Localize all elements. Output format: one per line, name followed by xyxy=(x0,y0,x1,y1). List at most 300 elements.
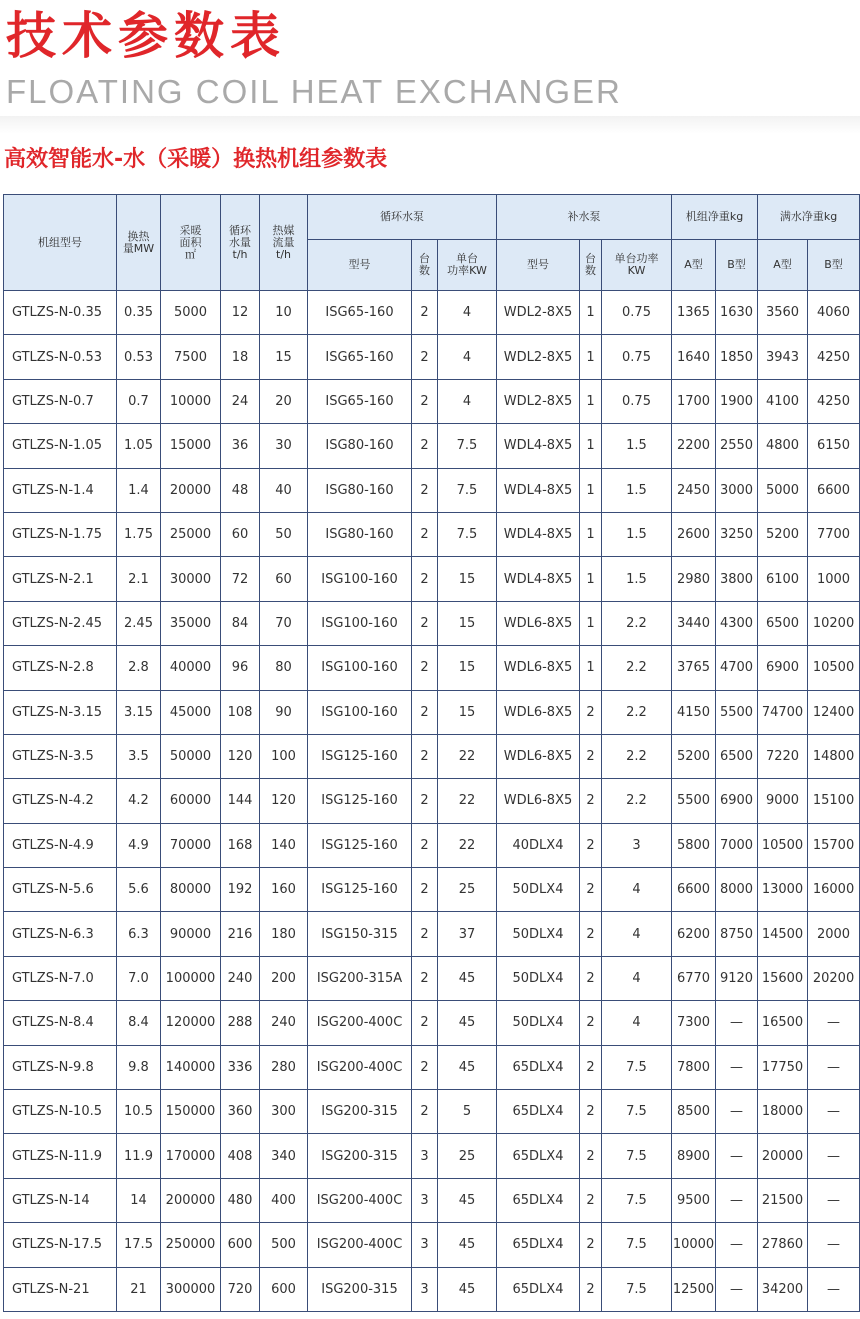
cell-pump-model: ISG80-160 xyxy=(308,424,412,468)
spec-table-body xyxy=(4,291,860,1312)
cell-makeup-model: 50DLX4 xyxy=(497,868,580,912)
cell-circ-flow: 108 xyxy=(221,690,260,734)
cell-net-weight-a: 6770 xyxy=(672,956,716,1000)
cell-full-weight-b: 6150 xyxy=(808,424,860,468)
cell-pump-power: 45 xyxy=(438,1001,497,1045)
cell-media-flow: 60 xyxy=(260,557,308,601)
cell-net-weight-a: 4150 xyxy=(672,690,716,734)
cell-pump-model: ISG80-160 xyxy=(308,468,412,512)
cell-capacity: 3.5 xyxy=(117,734,161,778)
cell-capacity: 11.9 xyxy=(117,1134,161,1178)
cell-net-weight-b: 3800 xyxy=(716,557,758,601)
cell-pump-model: ISG100-160 xyxy=(308,557,412,601)
table-row xyxy=(4,1001,860,1045)
table-row xyxy=(4,912,860,956)
cell-makeup-power: 7.5 xyxy=(602,1267,672,1311)
cell-makeup-power: 0.75 xyxy=(602,335,672,379)
cell-heating-area: 45000 xyxy=(161,690,221,734)
cell-circ-flow: 216 xyxy=(221,912,260,956)
table-title: 高效智能水-水（采暖）换热机组参数表 xyxy=(4,147,388,172)
cell-makeup-model: 50DLX4 xyxy=(497,1001,580,1045)
cell-full-weight-b: — xyxy=(808,1090,860,1134)
cell-capacity: 1.4 xyxy=(117,468,161,512)
cell-model: GTLZS-N-7.0 xyxy=(4,956,117,1000)
cell-model: GTLZS-N-2.8 xyxy=(4,646,117,690)
cell-full-weight-b: — xyxy=(808,1223,860,1267)
cell-pump-model: ISG125-160 xyxy=(308,868,412,912)
table-row xyxy=(4,601,860,645)
cell-media-flow: 280 xyxy=(260,1045,308,1089)
cell-makeup-qty: 2 xyxy=(580,1267,602,1311)
cell-full-weight-a: 4100 xyxy=(758,379,808,423)
cell-pump-qty: 2 xyxy=(412,557,438,601)
cell-media-flow: 160 xyxy=(260,868,308,912)
cell-pump-power: 15 xyxy=(438,601,497,645)
cell-circ-flow: 408 xyxy=(221,1134,260,1178)
cell-net-weight-a: 6200 xyxy=(672,912,716,956)
cell-pump-model: ISG125-160 xyxy=(308,734,412,778)
table-row xyxy=(4,646,860,690)
cell-makeup-qty: 2 xyxy=(580,1090,602,1134)
cell-full-weight-a: 15600 xyxy=(758,956,808,1000)
cell-media-flow: 50 xyxy=(260,512,308,556)
cell-full-weight-a: 18000 xyxy=(758,1090,808,1134)
cell-capacity: 5.6 xyxy=(117,868,161,912)
cell-capacity: 10.5 xyxy=(117,1090,161,1134)
cell-full-weight-b: 16000 xyxy=(808,868,860,912)
page-subtitle-english: FLOATING COIL HEAT EXCHANGER xyxy=(6,73,622,110)
cell-makeup-power: 1.5 xyxy=(602,557,672,601)
cell-pump-power: 7.5 xyxy=(438,512,497,556)
cell-full-weight-a: 3943 xyxy=(758,335,808,379)
cell-net-weight-a: 2200 xyxy=(672,424,716,468)
header-makeup-pump: 补水泵 xyxy=(497,195,672,240)
cell-full-weight-b: — xyxy=(808,1134,860,1178)
cell-capacity: 0.53 xyxy=(117,335,161,379)
cell-makeup-power: 7.5 xyxy=(602,1178,672,1222)
cell-net-weight-b: 1850 xyxy=(716,335,758,379)
cell-makeup-power: 0.75 xyxy=(602,291,672,335)
table-row xyxy=(4,1090,860,1134)
cell-media-flow: 300 xyxy=(260,1090,308,1134)
table-row xyxy=(4,690,860,734)
table-row xyxy=(4,557,860,601)
header-pump-power: 单台 功率KW xyxy=(438,240,497,291)
cell-circ-flow: 480 xyxy=(221,1178,260,1222)
table-row xyxy=(4,1223,860,1267)
cell-media-flow: 70 xyxy=(260,601,308,645)
cell-makeup-power: 2.2 xyxy=(602,779,672,823)
cell-heating-area: 60000 xyxy=(161,779,221,823)
cell-net-weight-a: 5800 xyxy=(672,823,716,867)
cell-model: GTLZS-N-2.45 xyxy=(4,601,117,645)
cell-media-flow: 120 xyxy=(260,779,308,823)
table-row xyxy=(4,379,860,423)
cell-makeup-power: 7.5 xyxy=(602,1223,672,1267)
header-media-flow: 热媒 流量 t/h xyxy=(260,195,308,291)
cell-heating-area: 170000 xyxy=(161,1134,221,1178)
cell-pump-power: 15 xyxy=(438,646,497,690)
cell-makeup-qty: 2 xyxy=(580,1045,602,1089)
cell-makeup-qty: 1 xyxy=(580,379,602,423)
cell-net-weight-a: 5200 xyxy=(672,734,716,778)
cell-net-weight-a: 1365 xyxy=(672,291,716,335)
cell-circ-flow: 84 xyxy=(221,601,260,645)
header-model: 机组型号 xyxy=(4,195,117,291)
cell-pump-qty: 3 xyxy=(412,1267,438,1311)
cell-capacity: 6.3 xyxy=(117,912,161,956)
cell-full-weight-b: 20200 xyxy=(808,956,860,1000)
cell-model: GTLZS-N-0.35 xyxy=(4,291,117,335)
cell-model: GTLZS-N-11.9 xyxy=(4,1134,117,1178)
header-net-type-b: B型 xyxy=(716,240,758,291)
cell-media-flow: 15 xyxy=(260,335,308,379)
cell-pump-model: ISG125-160 xyxy=(308,823,412,867)
cell-full-weight-a: 3560 xyxy=(758,291,808,335)
divider-band xyxy=(0,116,860,134)
table-row xyxy=(4,779,860,823)
cell-pump-model: ISG200-315 xyxy=(308,1267,412,1311)
cell-pump-model: ISG65-160 xyxy=(308,335,412,379)
cell-pump-model: ISG150-315 xyxy=(308,912,412,956)
cell-makeup-power: 4 xyxy=(602,868,672,912)
cell-pump-model: ISG125-160 xyxy=(308,779,412,823)
cell-net-weight-a: 6600 xyxy=(672,868,716,912)
cell-net-weight-b: — xyxy=(716,1178,758,1222)
cell-model: GTLZS-N-21 xyxy=(4,1267,117,1311)
header-makeup-model: 型号 xyxy=(497,240,580,291)
cell-net-weight-a: 2980 xyxy=(672,557,716,601)
cell-pump-qty: 3 xyxy=(412,1223,438,1267)
cell-makeup-power: 1.5 xyxy=(602,424,672,468)
cell-heating-area: 100000 xyxy=(161,956,221,1000)
cell-capacity: 14 xyxy=(117,1178,161,1222)
cell-capacity: 9.8 xyxy=(117,1045,161,1089)
cell-heating-area: 200000 xyxy=(161,1178,221,1222)
header-full-weight: 满水净重kg xyxy=(758,195,860,240)
cell-net-weight-b: — xyxy=(716,1134,758,1178)
cell-net-weight-a: 12500 xyxy=(672,1267,716,1311)
cell-pump-qty: 2 xyxy=(412,335,438,379)
cell-full-weight-b: — xyxy=(808,1267,860,1311)
cell-pump-qty: 2 xyxy=(412,291,438,335)
cell-full-weight-b: 4060 xyxy=(808,291,860,335)
cell-media-flow: 90 xyxy=(260,690,308,734)
cell-capacity: 1.75 xyxy=(117,512,161,556)
cell-makeup-power: 7.5 xyxy=(602,1090,672,1134)
cell-full-weight-a: 16500 xyxy=(758,1001,808,1045)
cell-pump-model: ISG200-400C xyxy=(308,1045,412,1089)
cell-capacity: 3.15 xyxy=(117,690,161,734)
cell-media-flow: 30 xyxy=(260,424,308,468)
cell-media-flow: 10 xyxy=(260,291,308,335)
cell-pump-power: 25 xyxy=(438,1134,497,1178)
cell-pump-model: ISG200-315 xyxy=(308,1090,412,1134)
cell-model: GTLZS-N-3.15 xyxy=(4,690,117,734)
cell-full-weight-b: 4250 xyxy=(808,335,860,379)
cell-makeup-qty: 2 xyxy=(580,823,602,867)
cell-circ-flow: 96 xyxy=(221,646,260,690)
cell-full-weight-b: 2000 xyxy=(808,912,860,956)
cell-makeup-qty: 2 xyxy=(580,956,602,1000)
cell-makeup-model: WDL6-8X5 xyxy=(497,690,580,734)
cell-makeup-qty: 2 xyxy=(580,1223,602,1267)
cell-makeup-model: 65DLX4 xyxy=(497,1267,580,1311)
cell-full-weight-b: 15700 xyxy=(808,823,860,867)
table-row xyxy=(4,424,860,468)
cell-full-weight-b: — xyxy=(808,1045,860,1089)
cell-heating-area: 140000 xyxy=(161,1045,221,1089)
cell-pump-qty: 2 xyxy=(412,690,438,734)
header-makeup-power: 单台功率 KW xyxy=(602,240,672,291)
cell-full-weight-a: 4800 xyxy=(758,424,808,468)
cell-makeup-model: WDL6-8X5 xyxy=(497,646,580,690)
cell-makeup-power: 2.2 xyxy=(602,734,672,778)
cell-makeup-qty: 2 xyxy=(580,1178,602,1222)
cell-net-weight-b: — xyxy=(716,1001,758,1045)
cell-net-weight-b: 3000 xyxy=(716,468,758,512)
cell-media-flow: 600 xyxy=(260,1267,308,1311)
cell-pump-power: 4 xyxy=(438,335,497,379)
cell-makeup-model: 65DLX4 xyxy=(497,1134,580,1178)
cell-pump-model: ISG200-400C xyxy=(308,1001,412,1045)
cell-net-weight-b: 6900 xyxy=(716,779,758,823)
cell-heating-area: 7500 xyxy=(161,335,221,379)
cell-pump-qty: 2 xyxy=(412,868,438,912)
cell-circ-flow: 72 xyxy=(221,557,260,601)
cell-makeup-model: 65DLX4 xyxy=(497,1045,580,1089)
cell-circ-flow: 288 xyxy=(221,1001,260,1045)
cell-pump-qty: 2 xyxy=(412,912,438,956)
cell-circ-flow: 18 xyxy=(221,335,260,379)
cell-full-weight-a: 20000 xyxy=(758,1134,808,1178)
cell-net-weight-a: 7300 xyxy=(672,1001,716,1045)
cell-full-weight-a: 7220 xyxy=(758,734,808,778)
cell-capacity: 7.0 xyxy=(117,956,161,1000)
cell-makeup-model: 65DLX4 xyxy=(497,1090,580,1134)
cell-pump-model: ISG65-160 xyxy=(308,291,412,335)
cell-capacity: 1.05 xyxy=(117,424,161,468)
header-full-type-a: A型 xyxy=(758,240,808,291)
cell-full-weight-a: 74700 xyxy=(758,690,808,734)
cell-circ-flow: 168 xyxy=(221,823,260,867)
cell-makeup-model: WDL6-8X5 xyxy=(497,734,580,778)
cell-makeup-power: 2.2 xyxy=(602,646,672,690)
header-net-weight: 机组净重kg xyxy=(672,195,758,240)
header-circulation-pump: 循环水泵 xyxy=(308,195,497,240)
cell-pump-power: 45 xyxy=(438,1267,497,1311)
cell-net-weight-a: 3765 xyxy=(672,646,716,690)
cell-full-weight-a: 5200 xyxy=(758,512,808,556)
cell-makeup-qty: 1 xyxy=(580,424,602,468)
cell-makeup-model: WDL4-8X5 xyxy=(497,424,580,468)
cell-model: GTLZS-N-1.75 xyxy=(4,512,117,556)
cell-makeup-qty: 1 xyxy=(580,557,602,601)
cell-pump-power: 45 xyxy=(438,956,497,1000)
cell-net-weight-b: 4300 xyxy=(716,601,758,645)
cell-net-weight-b: — xyxy=(716,1045,758,1089)
cell-net-weight-b: — xyxy=(716,1267,758,1311)
cell-net-weight-b: 2550 xyxy=(716,424,758,468)
cell-full-weight-a: 14500 xyxy=(758,912,808,956)
cell-pump-qty: 2 xyxy=(412,601,438,645)
cell-makeup-model: WDL2-8X5 xyxy=(497,335,580,379)
cell-media-flow: 200 xyxy=(260,956,308,1000)
cell-net-weight-a: 3440 xyxy=(672,601,716,645)
cell-net-weight-b: 4700 xyxy=(716,646,758,690)
cell-makeup-model: WDL6-8X5 xyxy=(497,779,580,823)
table-row xyxy=(4,1267,860,1311)
cell-media-flow: 400 xyxy=(260,1178,308,1222)
cell-media-flow: 40 xyxy=(260,468,308,512)
cell-model: GTLZS-N-17.5 xyxy=(4,1223,117,1267)
cell-pump-qty: 2 xyxy=(412,379,438,423)
cell-net-weight-a: 1640 xyxy=(672,335,716,379)
cell-capacity: 4.2 xyxy=(117,779,161,823)
cell-model: GTLZS-N-4.9 xyxy=(4,823,117,867)
cell-model: GTLZS-N-3.5 xyxy=(4,734,117,778)
cell-makeup-qty: 1 xyxy=(580,601,602,645)
cell-net-weight-a: 10000 xyxy=(672,1223,716,1267)
cell-net-weight-a: 8900 xyxy=(672,1134,716,1178)
cell-model: GTLZS-N-14 xyxy=(4,1178,117,1222)
cell-heating-area: 25000 xyxy=(161,512,221,556)
cell-full-weight-a: 17750 xyxy=(758,1045,808,1089)
cell-pump-qty: 3 xyxy=(412,1178,438,1222)
cell-makeup-power: 4 xyxy=(602,912,672,956)
cell-circ-flow: 600 xyxy=(221,1223,260,1267)
cell-net-weight-b: — xyxy=(716,1223,758,1267)
cell-model: GTLZS-N-4.2 xyxy=(4,779,117,823)
cell-heating-area: 35000 xyxy=(161,601,221,645)
cell-full-weight-b: 6600 xyxy=(808,468,860,512)
cell-makeup-qty: 1 xyxy=(580,291,602,335)
cell-capacity: 21 xyxy=(117,1267,161,1311)
cell-makeup-model: 50DLX4 xyxy=(497,956,580,1000)
cell-makeup-qty: 2 xyxy=(580,1001,602,1045)
cell-heating-area: 15000 xyxy=(161,424,221,468)
spec-table xyxy=(3,194,860,1312)
cell-pump-power: 4 xyxy=(438,291,497,335)
cell-circ-flow: 336 xyxy=(221,1045,260,1089)
table-row xyxy=(4,868,860,912)
cell-pump-model: ISG200-315A xyxy=(308,956,412,1000)
cell-pump-power: 22 xyxy=(438,823,497,867)
cell-net-weight-b: 7000 xyxy=(716,823,758,867)
cell-makeup-power: 4 xyxy=(602,1001,672,1045)
cell-makeup-model: WDL4-8X5 xyxy=(497,468,580,512)
cell-makeup-qty: 2 xyxy=(580,868,602,912)
cell-circ-flow: 360 xyxy=(221,1090,260,1134)
cell-capacity: 17.5 xyxy=(117,1223,161,1267)
cell-pump-qty: 2 xyxy=(412,779,438,823)
cell-capacity: 2.45 xyxy=(117,601,161,645)
cell-pump-qty: 2 xyxy=(412,823,438,867)
cell-capacity: 8.4 xyxy=(117,1001,161,1045)
cell-model: GTLZS-N-8.4 xyxy=(4,1001,117,1045)
cell-model: GTLZS-N-9.8 xyxy=(4,1045,117,1089)
cell-pump-qty: 2 xyxy=(412,424,438,468)
cell-pump-power: 5 xyxy=(438,1090,497,1134)
cell-full-weight-b: 10500 xyxy=(808,646,860,690)
cell-makeup-qty: 1 xyxy=(580,335,602,379)
cell-media-flow: 20 xyxy=(260,379,308,423)
cell-heating-area: 90000 xyxy=(161,912,221,956)
cell-heating-area: 80000 xyxy=(161,868,221,912)
cell-net-weight-b: — xyxy=(716,1090,758,1134)
cell-pump-model: ISG100-160 xyxy=(308,690,412,734)
cell-circ-flow: 192 xyxy=(221,868,260,912)
cell-net-weight-b: 9120 xyxy=(716,956,758,1000)
cell-heating-area: 120000 xyxy=(161,1001,221,1045)
cell-pump-model: ISG100-160 xyxy=(308,601,412,645)
cell-pump-qty: 2 xyxy=(412,1090,438,1134)
cell-model: GTLZS-N-0.53 xyxy=(4,335,117,379)
cell-heating-area: 150000 xyxy=(161,1090,221,1134)
cell-makeup-power: 1.5 xyxy=(602,512,672,556)
cell-makeup-model: WDL2-8X5 xyxy=(497,379,580,423)
cell-makeup-power: 2.2 xyxy=(602,601,672,645)
cell-model: GTLZS-N-10.5 xyxy=(4,1090,117,1134)
cell-heating-area: 300000 xyxy=(161,1267,221,1311)
cell-circ-flow: 144 xyxy=(221,779,260,823)
header-pump-qty: 台 数 xyxy=(412,240,438,291)
cell-makeup-model: 65DLX4 xyxy=(497,1178,580,1222)
cell-capacity: 2.8 xyxy=(117,646,161,690)
table-row xyxy=(4,335,860,379)
cell-media-flow: 100 xyxy=(260,734,308,778)
cell-net-weight-a: 5500 xyxy=(672,779,716,823)
cell-pump-power: 22 xyxy=(438,734,497,778)
header-net-type-a: A型 xyxy=(672,240,716,291)
cell-heating-area: 40000 xyxy=(161,646,221,690)
cell-heating-area: 70000 xyxy=(161,823,221,867)
cell-pump-model: ISG200-400C xyxy=(308,1178,412,1222)
cell-model: GTLZS-N-5.6 xyxy=(4,868,117,912)
cell-media-flow: 80 xyxy=(260,646,308,690)
cell-makeup-qty: 2 xyxy=(580,690,602,734)
cell-makeup-power: 7.5 xyxy=(602,1134,672,1178)
cell-media-flow: 500 xyxy=(260,1223,308,1267)
cell-net-weight-b: 1630 xyxy=(716,291,758,335)
table-row xyxy=(4,823,860,867)
cell-heating-area: 10000 xyxy=(161,379,221,423)
cell-capacity: 0.35 xyxy=(117,291,161,335)
cell-net-weight-a: 2450 xyxy=(672,468,716,512)
cell-net-weight-a: 7800 xyxy=(672,1045,716,1089)
cell-heating-area: 5000 xyxy=(161,291,221,335)
cell-full-weight-a: 27860 xyxy=(758,1223,808,1267)
header-circulation-flow: 循环 水量 t/h xyxy=(221,195,260,291)
cell-net-weight-b: 3250 xyxy=(716,512,758,556)
cell-full-weight-b: 10200 xyxy=(808,601,860,645)
cell-pump-qty: 2 xyxy=(412,956,438,1000)
cell-full-weight-a: 13000 xyxy=(758,868,808,912)
cell-full-weight-a: 6500 xyxy=(758,601,808,645)
cell-makeup-model: WDL6-8X5 xyxy=(497,601,580,645)
cell-circ-flow: 120 xyxy=(221,734,260,778)
cell-full-weight-b: — xyxy=(808,1178,860,1222)
cell-full-weight-a: 21500 xyxy=(758,1178,808,1222)
cell-model: GTLZS-N-1.05 xyxy=(4,424,117,468)
header-full-type-b: B型 xyxy=(808,240,860,291)
cell-makeup-model: WDL4-8X5 xyxy=(497,557,580,601)
cell-net-weight-a: 8500 xyxy=(672,1090,716,1134)
cell-net-weight-a: 1700 xyxy=(672,379,716,423)
cell-net-weight-b: 6500 xyxy=(716,734,758,778)
table-row xyxy=(4,1178,860,1222)
page-title: 技术参数表 xyxy=(6,7,286,65)
